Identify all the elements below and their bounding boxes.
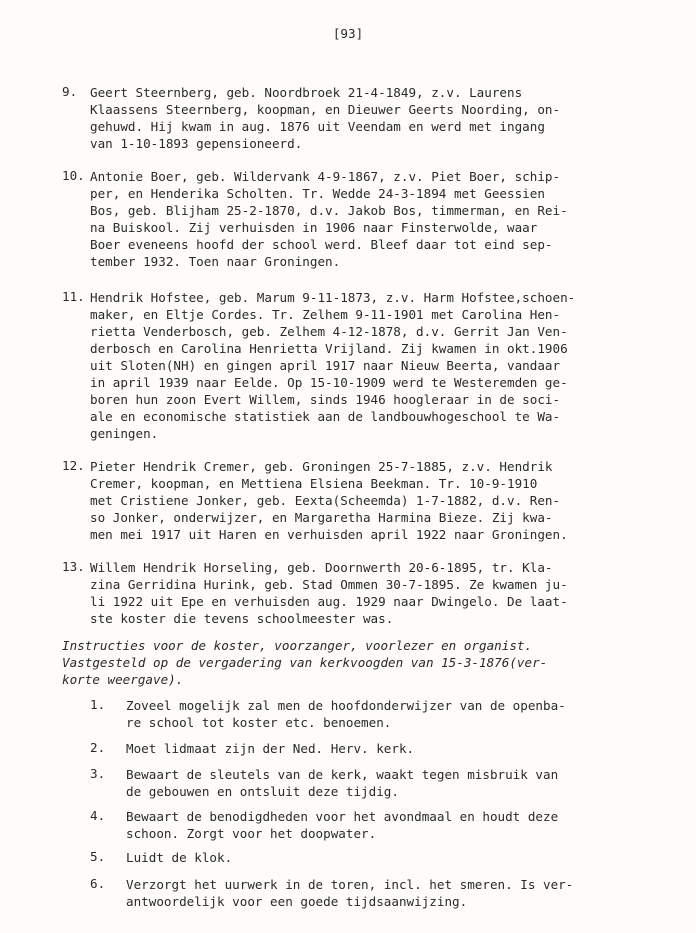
entry-line: na Buiskool. Zij verhuisden in 1906 naar Finsterwolde, waar xyxy=(90,220,538,235)
entry-line: Antonie Boer, geb. Wildervank 4-9-1867, z.v. Piet Boer, schip- xyxy=(90,169,561,184)
entry-line: Boer eveneens hoofd der school werd. Bleef daar tot eind sep- xyxy=(90,237,553,252)
entry-line: Willem Hendrik Horseling, geb. Doornwerth 20-6-1895, tr. Kla- xyxy=(90,560,553,575)
entry-line: derbosch en Carolina Henrietta Vrijland. Zij kwamen in okt.1906 xyxy=(90,341,568,356)
instruction-number: 1. xyxy=(90,697,106,712)
entry-number: 13. xyxy=(62,559,85,574)
instruction-line: Zoveel mogelijk zal men de hoofdonderwijzer van de openba- xyxy=(126,698,566,713)
entry-line: Geert Steernberg, geb. Noordbroek 21-4-1849, z.v. Laurens xyxy=(90,85,523,100)
entry-line: gehuwd. Hij kwam in aug. 1876 uit Veendam en werd met ingang xyxy=(90,119,545,134)
entry-line: Hendrik Hofstee, geb. Marum 9-11-1873, z.v. Harm Hofstee,schoen- xyxy=(90,290,576,305)
entry-number: 12. xyxy=(62,458,85,473)
entry-line: Bos, geb. Blijham 25-2-1870, d.v. Jakob Bos, timmerman, en Rei- xyxy=(90,203,568,218)
instruction-line: Bewaart de sleutels van de kerk, waakt tegen misbruik van xyxy=(126,767,559,782)
entry-line: so Jonker, onderwijzer, en Margaretha Harmina Bieze. Zij kwa- xyxy=(90,510,553,525)
instruction-line: schoon. Zorgt voor het doopwater. xyxy=(126,826,377,841)
entry-line: maker, en Eltje Cordes. Tr. Zelhem 9-11-1901 met Carolina Hen- xyxy=(90,307,561,322)
instruction-number: 4. xyxy=(90,808,106,823)
entry-line: boren hun zoon Evert Willem, sinds 1946 hoogleraar in de soci- xyxy=(90,392,561,407)
entry-line: men mei 1917 uit Haren en verhuisden april 1922 naar Groningen. xyxy=(90,527,568,542)
entry-line: Pieter Hendrik Cremer, geb. Groningen 25-7-1885, z.v. Hendrik xyxy=(90,459,553,474)
entry-number: 9. xyxy=(62,84,78,99)
entry-line: in april 1939 naar Eelde. Op 15-10-1909 werd te Westeremden ge- xyxy=(90,375,568,390)
entry-line: ale en economische statistiek aan de landbouwhogeschool te Wa- xyxy=(90,409,561,424)
instruction-line: re school tot koster etc. benoemen. xyxy=(126,715,392,730)
instructions-heading-line: Instructies voor de koster, voorzanger, voorlezer en organist. xyxy=(62,638,533,653)
instructions-heading-line: korte weergave). xyxy=(62,672,184,687)
entry-number: 11. xyxy=(62,289,85,304)
entry-line: Cremer, koopman, en Mettiena Elsiena Beekman. Tr. 10-9-1910 xyxy=(90,476,538,491)
instruction-line: Bewaart de benodigdheden voor het avondmaal en houdt deze xyxy=(126,809,559,824)
entry-line: Klaassens Steernberg, koopman, en Dieuwer Geerts Noording, on- xyxy=(90,102,561,117)
entry-line: per, en Henderika Scholten. Tr. Wedde 24-3-1894 met Geessien xyxy=(90,186,545,201)
instruction-number: 5. xyxy=(90,849,106,864)
page-number: [93] xyxy=(332,26,364,41)
instruction-line: antwoordelijk voor een goede tijdsaanwijzing. xyxy=(126,894,468,909)
instruction-number: 2. xyxy=(90,740,106,755)
entry-line: ste koster die tevens schoolmeester was. xyxy=(90,611,394,626)
entry-line: geningen. xyxy=(90,426,159,441)
instruction-line: Moet lidmaat zijn der Ned. Herv. kerk. xyxy=(126,741,415,756)
instruction-line: Luidt de klok. xyxy=(126,850,233,865)
instruction-number: 3. xyxy=(90,766,106,781)
instruction-line: Verzorgt het uurwerk in de toren, incl. het smeren. Is ver- xyxy=(126,877,574,892)
instructions-heading-line: Vastgesteld op de vergadering van kerkvoogden van 15-3-1876(ver- xyxy=(62,655,548,670)
entry-line: tember 1932. Toen naar Groningen. xyxy=(90,254,341,269)
entry-line: uit Sloten(NH) en gingen april 1917 naar Nieuw Beerta, vandaar xyxy=(90,358,561,373)
entry-line: li 1922 uit Epe en verhuisden aug. 1929 naar Dwingelo. De laat- xyxy=(90,594,568,609)
entry-line: met Cristiene Jonker, geb. Eexta(Scheemda) 1-7-1882, d.v. Ren- xyxy=(90,493,561,508)
entry-line: van 1-10-1893 gepensioneerd. xyxy=(90,136,303,151)
entry-number: 10. xyxy=(62,168,85,183)
instruction-number: 6. xyxy=(90,876,106,891)
entry-line: zina Gerridina Hurink, geb. Stad Ommen 30-7-1895. Ze kwamen ju- xyxy=(90,577,568,592)
entry-line: rietta Venderbosch, geb. Zelhem 4-12-1878, d.v. Gerrit Jan Ven- xyxy=(90,324,568,339)
instruction-line: de gebouwen en ontsluit deze tijdig. xyxy=(126,784,399,799)
